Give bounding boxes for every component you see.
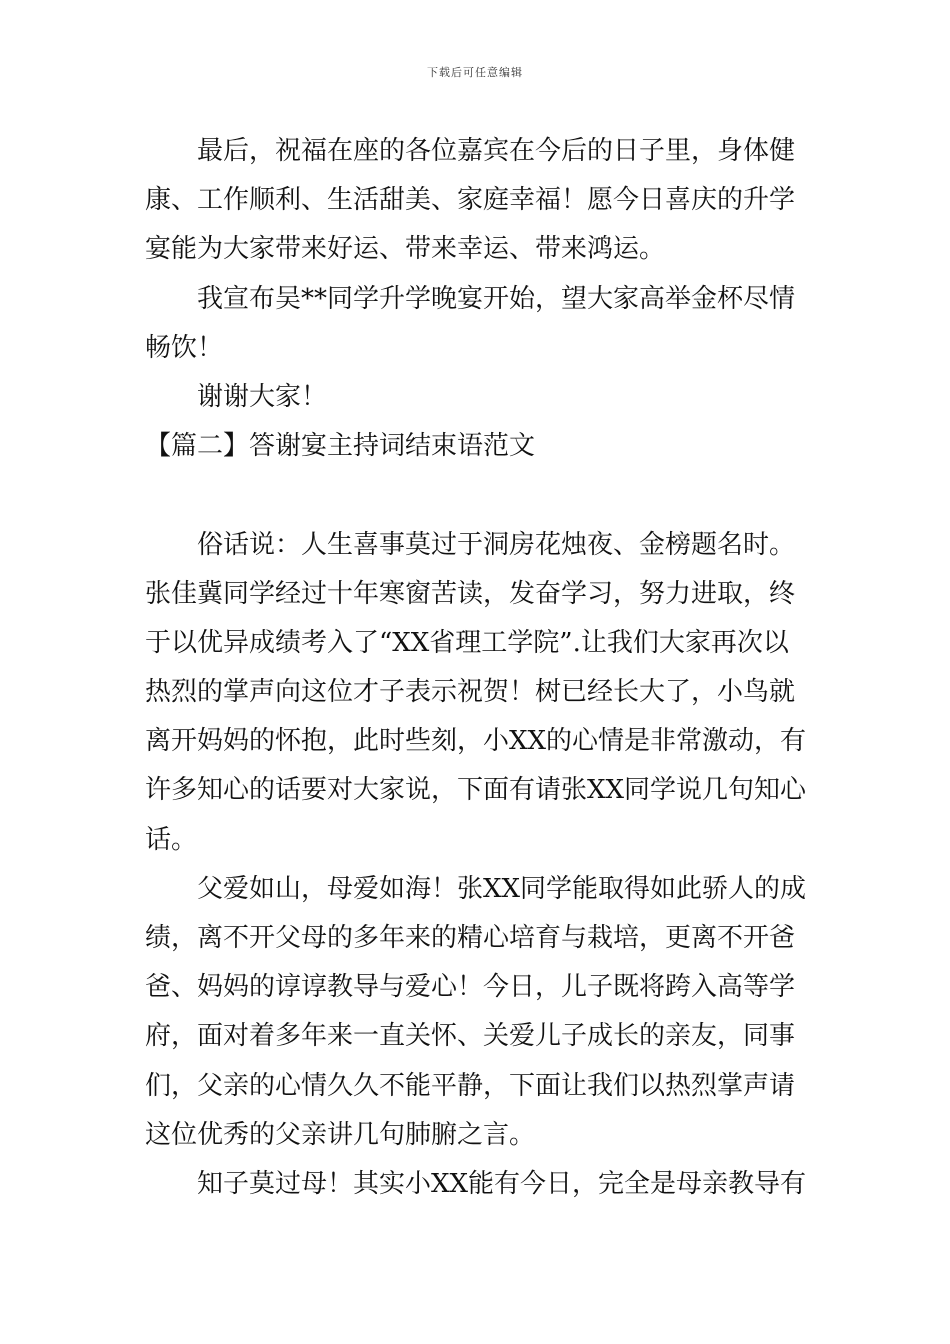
paragraph-line: 畅饮！ xyxy=(145,332,224,363)
paragraph-line: 绩，离不开父母的多年来的精心培育与栽培，更离不开爸 xyxy=(145,923,796,953)
paragraph-line: 张佳冀同学经过十年寒窗苦读，发奋学习，努力进取，终 xyxy=(145,578,796,609)
blank-line xyxy=(145,471,807,520)
paragraph-line: 于以优异成绩考入了“XX省理工学院”.让我们大家再次以 xyxy=(145,627,789,658)
paragraph-line: 离开妈妈的怀抱，此时些刻，小XX的心情是非常激动，有 xyxy=(145,726,807,757)
paragraph-line: 这位优秀的父亲讲几句肺腑之言。 xyxy=(145,1119,536,1150)
paragraph-line: 俗话说：人生喜事莫过于洞房花烛夜、金榜题名时。 xyxy=(197,529,796,560)
paragraph-line: 最后，祝福在座的各位嘉宾在今后的日子里，身体健 xyxy=(197,136,796,166)
page-header-note: 下载后可任意编辑 xyxy=(427,66,523,79)
paragraph-line: 许多知心的话要对大家说，下面有请张XX同学说几句知心 xyxy=(145,775,807,806)
section-title: 【篇二】答谢宴主持词结束语范文 xyxy=(145,431,536,462)
paragraph-line: 谢谢大家！ xyxy=(197,381,328,412)
paragraph-line: 话。 xyxy=(145,824,198,855)
document-body xyxy=(145,127,807,1209)
paragraph-line: 府，面对着多年来一直关怀、关爱儿子成长的亲友，同事 xyxy=(145,1021,796,1052)
paragraph-line: 我宣布吴**同学升学晚宴开始，望大家高举金杯尽情 xyxy=(197,283,796,314)
paragraph-line: 们，父亲的心情久久不能平静，下面让我们以热烈掌声请 xyxy=(145,1070,796,1101)
paragraph-line: 康、工作顺利、生活甜美、家庭幸福！愿今日喜庆的升学 xyxy=(145,185,796,216)
paragraph-line: 宴能为大家带来好运、带来幸运、带来鸿运。 xyxy=(145,234,666,265)
paragraph-line: 知子莫过母！其实小XX能有今日，完全是母亲教导有 xyxy=(197,1168,807,1199)
paragraph-line: 父爱如山，母爱如海！张XX同学能取得如此骄人的成 xyxy=(197,873,807,904)
paragraph-line: 爸、妈妈的谆谆教导与爱心！今日，儿子既将跨入高等学 xyxy=(145,972,796,1003)
paragraph-line: 热烈的掌声向这位才子表示祝贺！树已经长大了，小鸟就 xyxy=(145,677,796,708)
